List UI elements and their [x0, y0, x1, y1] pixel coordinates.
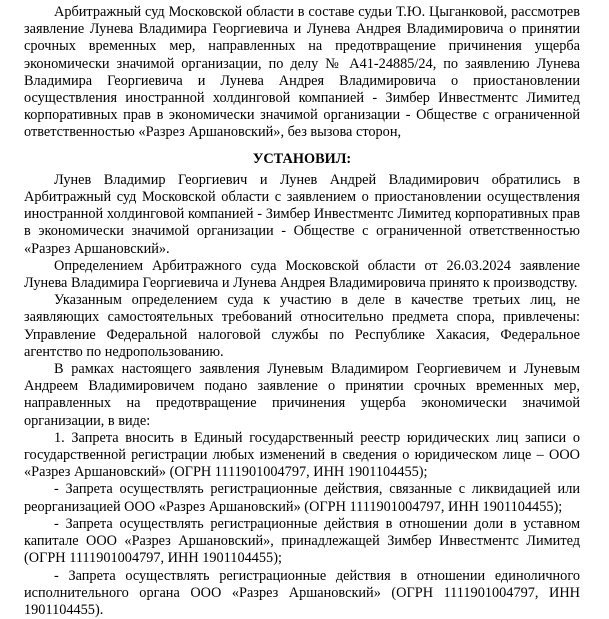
section-heading: УСТАНОВИЛ: [24, 151, 580, 168]
list-item: 1. Запрета вносить в Единый государственный реестр юридических лиц записи о государственной регистрации любых изменений в сведения о юридическом лице – ООО «Разрез Аршановский» (ОГРН 1111901004797, ИНН 1901104455); [24, 430, 580, 482]
paragraph-application: Лунев Владимир Георгиевич и Лунев Андрей Владимирович обратились в Арбитражный суд Московской области с заявлением о приостановлении осуществления иностранной холдинговой компанией - Зимбер Инвестментс Лимитед корпоративных прав в экономически значимой организации - Обществе с ограниченной ответственностью «Разрез Аршановский». [24, 172, 580, 258]
court-ruling-text [24, 4, 580, 619]
paragraph-interim-measures: В рамках настоящего заявления Луневым Владимиром Георгиевичем и Луневым Андреем Владимировичем подано заявление о принятии срочных временных мер, направленных на предотвращение причинения ущерба экономически значимой организации, в виде: [24, 361, 580, 430]
paragraph-acceptance: Определением Арбитражного суда Московской области от 26.03.2024 заявление Лунева Владимира Георгиевича и Лунева Андрея Владимировича принято к производству. [24, 258, 580, 292]
list-item: - Запрета осуществлять регистрационные действия, связанные с ликвидацией или реорганизацией ООО «Разрез Аршановский» (ОГРН 1111901004797, ИНН 1901104455); [24, 481, 580, 515]
intro-paragraph: Арбитражный суд Московской области в составе судьи Т.Ю. Цыганковой, рассмотрев заявление Лунева Владимира Георгиевича и Лунева Андрея Владимировича о принятии срочных временных мер, направленных на предотвращение причинения ущерба экономически значимой организации, по делу № А41-24885/24, по заявлению Лунева Владимира Георгиевича и Лунева Андрея Владимировича о приостановлении осуществления иностранной холдинговой компанией - Зимбер Инвестментс Лимитед корпоративных прав в экономически значимой организации - Обществе с ограниченной ответственностью «Разрез Аршановский», без вызова сторон, [24, 4, 580, 142]
list-item: - Запрета осуществлять регистрационные действия в отношении единоличного исполнительного органа ООО «Разрез Аршановский» (ОГРН 1111901004797, ИНН 1901104455). [24, 568, 580, 619]
paragraph-third-parties: Указанным определением суда к участию в деле в качестве третьих лиц, не заявляющих самостоятельных требований относительно предмета спора, привлечены: Управление Федеральной налоговой службы по Республике Хакасия, Федеральное агентство по недропользованию. [24, 292, 580, 361]
list-item: - Запрета осуществлять регистрационные действия в отношении доли в уставном капитале ООО «Разрез Аршановский», принадлежащей Зимбер Инвестментс Лимитед (ОГРН 1111901004797, ИНН 1901104455); [24, 516, 580, 568]
